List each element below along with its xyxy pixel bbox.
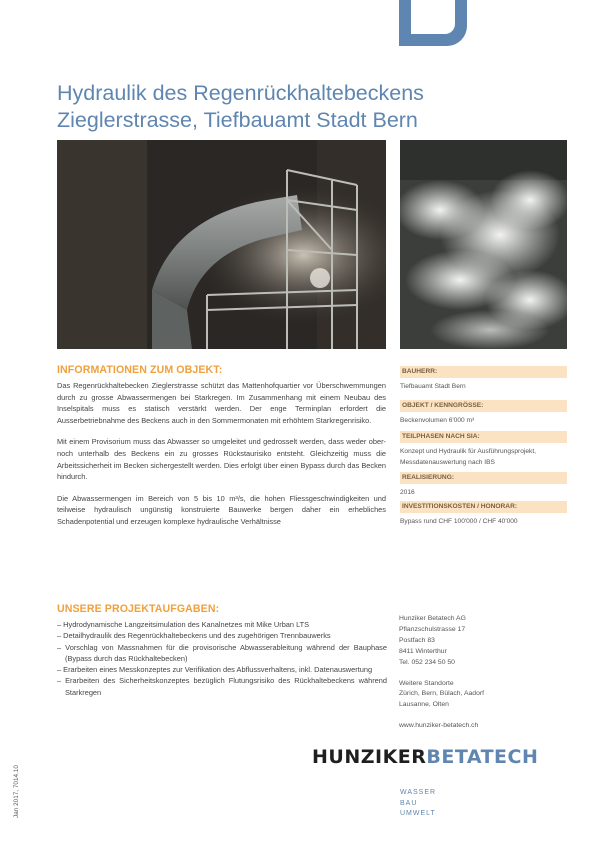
tagline-bau: BAU: [400, 799, 418, 807]
value-realisierung: 2016: [400, 489, 415, 496]
list-item: – Vorschlag von Massnahmen für die provisorische Abwasserableitung während der Bauphase (Bypass durch das Rückhaltebecken): [57, 642, 387, 663]
corner-logo-mark: [399, 0, 467, 46]
tasks-list: [57, 619, 387, 698]
locations-line-1: Zürich, Bern, Bülach, Aadorf: [399, 690, 485, 698]
document-date: Jan 2017, 7014.10: [13, 765, 20, 818]
label-realisierung: REALISIERUNG:: [400, 472, 567, 484]
value-bauherr: Tiefbauamt Stadt Bern: [400, 383, 466, 390]
label-bauherr: BAUHERR:: [400, 366, 567, 378]
company-logo: [312, 746, 538, 768]
tagline-wasser: WASSER: [400, 789, 437, 796]
photo-turbulent-water: [400, 140, 567, 349]
value-objekt: Beckenvolumen 6'000 m³: [400, 417, 475, 424]
title-line-1: Hydraulik des Regenrückhaltebeckens: [57, 81, 424, 105]
logo-betatech: BETATECH: [426, 746, 539, 768]
website-link[interactable]: www.hunziker-betatech.ch: [399, 722, 479, 730]
list-item: – Erarbeiten des Sicherheitskonzeptes bezüglich Flutungsrisiko des Rückhaltebeckens während Starkregen: [57, 676, 387, 697]
locations-line-2: Lausanne, Olten: [399, 701, 449, 709]
info-paragraph-2: Mit einem Provisorium muss das Abwasser so umgeleitet und gedrosselt werden, dass weder ober- noch unterhalb des Beckens ein zu grosses Rückstaurisiko entsteht. Gleichzeitig muss die Arbeitssicherheit im Becken sichergestellt werden. Dies erfolgt über einen Bypass durch das Becken hindurch.: [57, 437, 386, 482]
info-paragraph-1: Das Regenrückhaltebecken Zieglerstrasse schützt das Mattenhofquartier vor Überschwemmungen durch zu grosse Abwassermengen bei Starkregen. Im Zusammenhang mit einem Neubau des Inselspitals muss es statisch verstärkt werden. Der enge Terminplan erfordert die Ausserbetriebnahme des Beckens auch in den Sommermonaten mit erhöhtem Starkregenrisiko.: [57, 381, 386, 425]
list-item: – Hydrodynamische Langzeitsimulation des Kanalnetzes mit Mike Urban LTS: [57, 620, 310, 629]
address-city: 8411 Winterthur: [399, 647, 447, 655]
value-teilphasen: Konzept und Hydraulik für Ausführungsprojekt, Messdatenauswertung nach IBS: [400, 448, 536, 466]
title-line-2: Zieglerstrasse, Tiefbauamt Stadt Bern: [57, 108, 418, 132]
phone: Tel. 052 234 50 50: [399, 658, 455, 666]
photo-basin-scaffolding: [57, 140, 386, 349]
address-postbox: Postfach 83: [399, 636, 435, 644]
list-item: – Erarbeiten eines Messkonzeptes zur Verifikation des Abflussverhaltens, inkl. Datenauswertung: [57, 665, 373, 675]
tasks-heading: UNSERE PROJEKTAUFGABEN:: [57, 603, 220, 615]
page-title: [57, 80, 577, 134]
list-item: – Detailhydraulik des Regenrückhaltebeckens und des zugehörigen Trennbauwerks: [57, 631, 331, 641]
tagline: [400, 788, 436, 820]
locations-title: Weitere Standorte: [399, 679, 454, 687]
tagline-umwelt: UMWELT: [400, 810, 436, 817]
address-street: Pflanzschulstrasse 17: [399, 625, 466, 633]
label-investitionskosten: INVESTITIONSKOSTEN / HONORAR:: [400, 501, 567, 513]
info-body: [57, 380, 386, 538]
info-paragraph-3: Die Abwassermengen im Bereich von 5 bis 10 m³/s, die hohen Fliessgeschwindigkeiten und teilweise hydraulisch ungünstig konstruierte Bauwerke bergen daher ein erhebliches Schadenpotential und erzeugen komplexe hydraulische Verhältnisse: [57, 493, 386, 526]
label-teilphasen: TEILPHASEN NACH SIA:: [400, 431, 567, 443]
contact-block: [399, 614, 569, 732]
info-heading: INFORMATIONEN ZUM OBJEKT:: [57, 364, 223, 376]
logo-hunziker: HUNZIKER: [312, 746, 427, 768]
label-objekt: OBJEKT / KENNGRÖSSE:: [400, 400, 567, 412]
company-name: Hunziker Betatech AG: [399, 615, 466, 622]
value-investitionskosten: Bypass rund CHF 100'000 / CHF 40'000: [400, 518, 518, 525]
